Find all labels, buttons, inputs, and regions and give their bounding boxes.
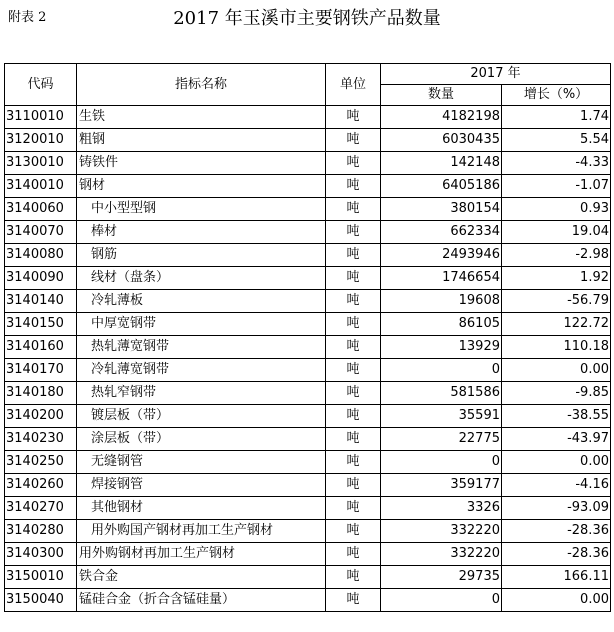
row-name: 棒材 [77,221,326,244]
row-code: 3150040 [5,589,77,612]
row-unit: 吨 [326,451,381,474]
table-row [5,336,611,359]
header-growth: 增长（%） [502,85,611,106]
row-code: 3140070 [5,221,77,244]
table-row [5,451,611,474]
table-row [5,520,611,543]
header-name: 指标名称 [77,64,326,106]
row-quantity: 332220 [381,520,502,543]
row-quantity: 35591 [381,405,502,428]
table-row [5,589,611,612]
row-code: 3140200 [5,405,77,428]
row-quantity: 86105 [381,313,502,336]
table-row [5,175,611,198]
row-unit: 吨 [326,405,381,428]
row-growth: 1.92 [502,267,611,290]
row-quantity: 142148 [381,152,502,175]
row-name: 热轧薄宽钢带 [77,336,326,359]
row-name: 冷轧薄宽钢带 [77,359,326,382]
table-body [5,106,611,612]
row-code: 3110010 [5,106,77,129]
row-code: 3140250 [5,451,77,474]
row-growth: -93.09 [502,497,611,520]
row-code: 3140270 [5,497,77,520]
row-growth: 0.00 [502,589,611,612]
row-growth: -38.55 [502,405,611,428]
row-quantity: 22775 [381,428,502,451]
row-name: 钢材 [77,175,326,198]
row-quantity: 4182198 [381,106,502,129]
table-row [5,198,611,221]
table-row [5,497,611,520]
row-unit: 吨 [326,589,381,612]
row-code: 3140180 [5,382,77,405]
table-row [5,267,611,290]
table-row [5,543,611,566]
row-quantity: 6405186 [381,175,502,198]
table-row [5,290,611,313]
row-quantity: 359177 [381,474,502,497]
table-row [5,382,611,405]
row-growth: -56.79 [502,290,611,313]
row-quantity: 0 [381,451,502,474]
row-growth: -9.85 [502,382,611,405]
row-unit: 吨 [326,129,381,152]
row-quantity: 1746654 [381,267,502,290]
row-name: 线材（盘条） [77,267,326,290]
header-unit: 单位 [326,64,381,106]
table-row [5,152,611,175]
row-name: 镀层板（带） [77,405,326,428]
row-quantity: 0 [381,589,502,612]
row-name: 粗钢 [77,129,326,152]
row-code: 3120010 [5,129,77,152]
row-name: 中厚宽钢带 [77,313,326,336]
row-code: 3140090 [5,267,77,290]
table-row [5,129,611,152]
row-quantity: 662334 [381,221,502,244]
row-name: 涂层板（带） [77,428,326,451]
row-name: 用外购钢材再加工生产钢材 [77,543,326,566]
row-unit: 吨 [326,543,381,566]
row-unit: 吨 [326,106,381,129]
row-growth: -28.36 [502,543,611,566]
row-unit: 吨 [326,474,381,497]
table-row [5,405,611,428]
row-name: 焊接钢管 [77,474,326,497]
row-unit: 吨 [326,428,381,451]
table-row [5,566,611,589]
row-name: 其他钢材 [77,497,326,520]
row-unit: 吨 [326,290,381,313]
row-growth: -2.98 [502,244,611,267]
row-name: 热轧窄钢带 [77,382,326,405]
table-row [5,244,611,267]
row-code: 3140280 [5,520,77,543]
row-quantity: 581586 [381,382,502,405]
row-growth: 0.00 [502,359,611,382]
row-quantity: 13929 [381,336,502,359]
row-unit: 吨 [326,198,381,221]
row-growth: -1.07 [502,175,611,198]
header-year: 2017 年 [381,64,611,85]
table-row [5,221,611,244]
row-unit: 吨 [326,359,381,382]
table-row [5,474,611,497]
header-code: 代码 [5,64,77,106]
row-code: 3140080 [5,244,77,267]
row-unit: 吨 [326,244,381,267]
row-name: 生铁 [77,106,326,129]
appendix-label: 附表 2 [8,10,47,25]
row-quantity: 6030435 [381,129,502,152]
table-row [5,359,611,382]
row-growth: -43.97 [502,428,611,451]
row-name: 铁合金 [77,566,326,589]
row-name: 钢筋 [77,244,326,267]
row-code: 3140150 [5,313,77,336]
row-unit: 吨 [326,382,381,405]
row-code: 3140060 [5,198,77,221]
row-growth: 122.72 [502,313,611,336]
row-growth: -4.33 [502,152,611,175]
row-unit: 吨 [326,221,381,244]
row-code: 3130010 [5,152,77,175]
row-unit: 吨 [326,520,381,543]
row-quantity: 2493946 [381,244,502,267]
row-code: 3140170 [5,359,77,382]
table-row [5,313,611,336]
row-code: 3140230 [5,428,77,451]
row-name: 无缝钢管 [77,451,326,474]
row-growth: 0.93 [502,198,611,221]
row-growth: -4.16 [502,474,611,497]
row-unit: 吨 [326,566,381,589]
row-code: 3140160 [5,336,77,359]
row-unit: 吨 [326,175,381,198]
row-unit: 吨 [326,313,381,336]
table-row [5,106,611,129]
row-growth: 19.04 [502,221,611,244]
row-code: 3140140 [5,290,77,313]
row-growth: 5.54 [502,129,611,152]
steel-products-table [4,63,611,612]
table-row [5,428,611,451]
row-growth: 166.11 [502,566,611,589]
row-unit: 吨 [326,267,381,290]
page-title: 2017 年玉溪市主要钢铁产品数量 [173,8,441,29]
row-name: 锰硅合金（折合含锰硅量） [77,589,326,612]
row-code: 3140260 [5,474,77,497]
header-quantity: 数量 [381,85,502,106]
row-growth: 110.18 [502,336,611,359]
row-unit: 吨 [326,497,381,520]
row-code: 3150010 [5,566,77,589]
row-quantity: 3326 [381,497,502,520]
row-quantity: 332220 [381,543,502,566]
row-code: 3140010 [5,175,77,198]
row-growth: 1.74 [502,106,611,129]
row-name: 用外购国产钢材再加工生产钢材 [77,520,326,543]
row-growth: -28.36 [502,520,611,543]
row-code: 3140300 [5,543,77,566]
row-quantity: 0 [381,359,502,382]
row-name: 铸铁件 [77,152,326,175]
row-growth: 0.00 [502,451,611,474]
row-quantity: 29735 [381,566,502,589]
row-unit: 吨 [326,336,381,359]
row-name: 中小型型钢 [77,198,326,221]
row-unit: 吨 [326,152,381,175]
row-name: 冷轧薄板 [77,290,326,313]
row-quantity: 380154 [381,198,502,221]
row-quantity: 19608 [381,290,502,313]
